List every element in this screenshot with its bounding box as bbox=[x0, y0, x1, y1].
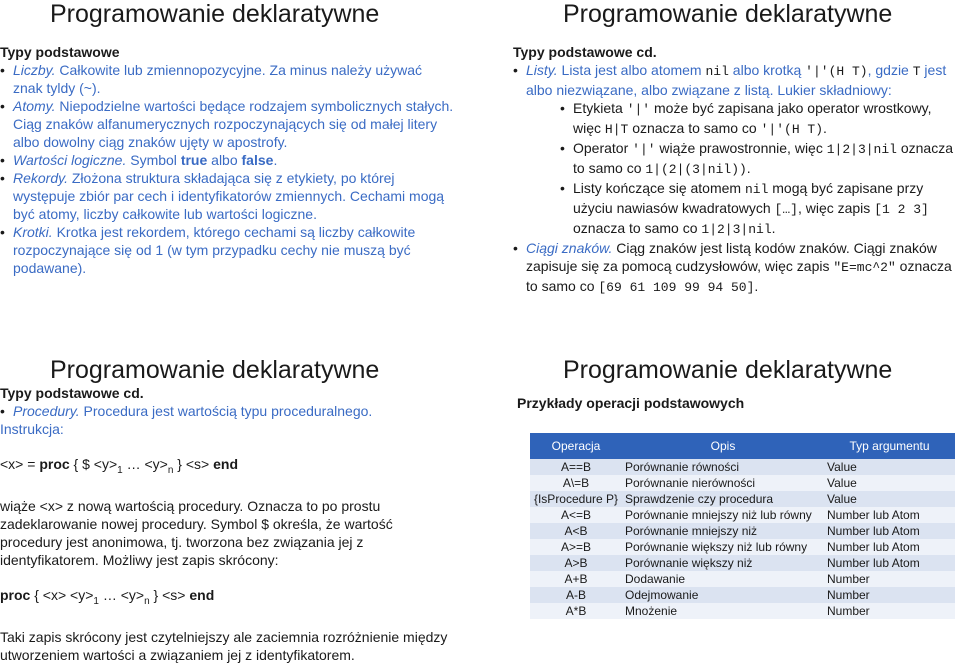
cell-operation: {IsProcedure P} bbox=[530, 491, 622, 507]
code: '|' bbox=[626, 102, 651, 117]
bullet-list bbox=[0, 61, 455, 277]
code: [1 2 3] bbox=[874, 202, 929, 217]
cell-description: Porównanie równości bbox=[622, 459, 824, 475]
item-text: , gdzie bbox=[867, 62, 913, 78]
cell-operation: A<=B bbox=[530, 507, 622, 523]
table-row bbox=[530, 491, 955, 507]
list-item bbox=[0, 402, 455, 420]
table-row bbox=[530, 523, 955, 539]
item-text: wiąże prawostronnie, więc bbox=[655, 140, 827, 156]
item-text: jest albo niezwiązane, albo związane z listą. Lukier składniowy: bbox=[526, 62, 947, 98]
code: 1|2|3|nil bbox=[701, 222, 772, 237]
item-text: może być zapisana jako operator wrostkowy, więc bbox=[573, 100, 932, 136]
item-text: oznacza to samo co bbox=[573, 220, 702, 236]
term: Rekordy. bbox=[13, 170, 68, 186]
syntax-line-short: proc { $<x> <y>_1$ … $<y>_n$ } <s> end bbox=[0, 586, 215, 607]
cell-argument-type: Number bbox=[824, 571, 955, 587]
table-header-row bbox=[530, 433, 955, 459]
instruction-label: Instrukcja: bbox=[0, 421, 64, 437]
cell-argument-type: Number lub Atom bbox=[824, 523, 955, 539]
item-text: , więc zapis bbox=[797, 200, 875, 216]
term: Liczby. bbox=[13, 62, 56, 78]
item-text: . bbox=[823, 120, 827, 136]
item-text: . bbox=[754, 278, 759, 294]
table-body bbox=[530, 459, 955, 619]
term: Krotki. bbox=[13, 224, 53, 240]
cell-operation: A==B bbox=[530, 459, 622, 475]
item-text: Lista jest albo atomem bbox=[557, 62, 706, 78]
code: '|'(H T) bbox=[760, 122, 824, 137]
paragraph: wiąże <x> z nową wartością procedury. Oznacza to po prostu zadeklarowanie nowej procedury. Symbol $ określa, że wartość procedury jest anonimowa, tj. tworzona bez związania jej z identyfikatorem. Możliwy jest zapis skrócony: bbox=[0, 497, 393, 568]
slide-title: Programowanie deklaratywne bbox=[563, 356, 893, 384]
column-header: Operacja bbox=[530, 433, 622, 459]
cell-operation: A\=B bbox=[530, 475, 622, 491]
cell-operation: A*B bbox=[530, 603, 622, 619]
item-text: Symbol bbox=[126, 152, 181, 168]
code: 1|2|3|nil bbox=[826, 142, 897, 157]
item-text: . bbox=[771, 220, 776, 236]
item-text: oznacza to samo co bbox=[628, 120, 761, 136]
item-text: mogą być zapisane przy użyciu nawiasów kwadratowych bbox=[573, 180, 924, 216]
cell-description: Porównanie mniejszy niż bbox=[622, 523, 824, 539]
term: Procedury. bbox=[13, 403, 80, 419]
list-item bbox=[0, 61, 455, 97]
item-text: albo bbox=[207, 152, 242, 168]
item-text: Listy kończące się atomem bbox=[573, 180, 745, 196]
table-row bbox=[530, 571, 955, 587]
operations-table bbox=[530, 433, 955, 619]
table-row bbox=[530, 507, 955, 523]
item-text: oznacza to samo co bbox=[573, 140, 953, 176]
list-item bbox=[513, 239, 958, 297]
list-item bbox=[513, 61, 958, 239]
list-item bbox=[0, 223, 455, 277]
cell-description: Porównanie większy niż lub równy bbox=[622, 539, 824, 555]
table-row bbox=[530, 555, 955, 571]
code: "E=mc^2" bbox=[833, 260, 896, 275]
code: nil bbox=[705, 64, 729, 79]
code: T bbox=[912, 64, 921, 79]
column-header: Typ argumentu bbox=[824, 433, 955, 459]
cell-argument-type: Value bbox=[824, 491, 955, 507]
item-text: . bbox=[746, 160, 751, 176]
item-text: Procedura jest wartością typu proceduralnego. bbox=[79, 403, 373, 419]
table-row bbox=[530, 539, 955, 555]
item-text: Ciąg znaków jest listą kodów znaków. Ciągi znaków zapisuje się za pomocą cudzysłowów, więc zapis bbox=[526, 240, 937, 274]
column-header: Opis bbox=[622, 433, 824, 459]
list-item bbox=[0, 151, 455, 169]
item-text: oznacza to samo co bbox=[526, 258, 952, 294]
table-row bbox=[530, 587, 955, 603]
slide-subtitle: Typy podstawowe cd. bbox=[513, 44, 657, 60]
list-item bbox=[0, 169, 455, 223]
cell-operation: A<B bbox=[530, 523, 622, 539]
term: Listy. bbox=[526, 62, 558, 78]
code: [69 61 109 99 94 50] bbox=[598, 280, 755, 295]
sub-list-item bbox=[526, 179, 958, 239]
keyword-false: false bbox=[241, 152, 274, 168]
item-text: Etykieta bbox=[573, 100, 627, 116]
cell-description: Dodawanie bbox=[622, 571, 824, 587]
keyword-true: true bbox=[180, 152, 208, 168]
syntax-line: <x> = proc { $ $<y>_1$ … $<y>_n$ } <s> end bbox=[0, 456, 238, 476]
list-item bbox=[0, 97, 455, 151]
item-text: Niepodzielne wartości będące rodzajem symbolicznych stałych. Ciąg znaków alfanumerycznych rozpoczynających się od małej litery albo dowolny ciąg znaków ujęty w apostrofy. bbox=[13, 98, 454, 150]
cell-operation: A-B bbox=[530, 587, 622, 603]
code: nil bbox=[744, 182, 769, 197]
cell-operation: A+B bbox=[530, 571, 622, 587]
slide-title: Programowanie deklaratywne bbox=[563, 0, 893, 28]
cell-argument-type: Number lub Atom bbox=[824, 539, 955, 555]
table-row bbox=[530, 459, 955, 475]
item-text: Złożona struktura składająca się z etykiety, po której występuje zbiór par cech i identyfikatorów zmiennych. Cechami mogą być atomy, liczby całkowite lub wartości logiczne. bbox=[13, 170, 445, 222]
item-text: Operator bbox=[573, 140, 633, 156]
code: […] bbox=[774, 202, 798, 217]
cell-description: Porównanie mniejszy niż lub równy bbox=[622, 507, 824, 523]
slide-title: Programowanie deklaratywne bbox=[50, 356, 380, 384]
cell-argument-type: Value bbox=[824, 459, 955, 475]
cell-description: Odejmowanie bbox=[622, 587, 824, 603]
term: Wartości logiczne. bbox=[13, 152, 127, 168]
slide-subtitle: Przykłady operacji podstawowych bbox=[517, 395, 745, 411]
slide-subtitle: Typy podstawowe cd. bbox=[0, 385, 144, 401]
table-row bbox=[530, 475, 955, 491]
slide-subtitle: Typy podstawowe bbox=[0, 44, 120, 60]
table-row bbox=[530, 603, 955, 619]
sub-list-item bbox=[526, 139, 958, 179]
cell-description: Mnożenie bbox=[622, 603, 824, 619]
cell-argument-type: Number lub Atom bbox=[824, 555, 955, 571]
sub-list-item bbox=[526, 99, 958, 139]
item-text: Całkowite lub zmiennopozycyjne. Za minus należy używać znak tyldy (~). bbox=[13, 62, 423, 96]
slide-body bbox=[0, 402, 455, 664]
item-text: . bbox=[273, 152, 278, 168]
bullet-list bbox=[513, 61, 958, 297]
cell-argument-type: Number bbox=[824, 603, 955, 619]
code: '|' bbox=[632, 142, 656, 157]
item-text: albo krotką bbox=[728, 62, 806, 78]
cell-argument-type: Number lub Atom bbox=[824, 507, 955, 523]
cell-operation: A>B bbox=[530, 555, 622, 571]
cell-argument-type: Value bbox=[824, 475, 955, 491]
term: Atomy. bbox=[13, 98, 56, 114]
cell-description: Porównanie nierówności bbox=[622, 475, 824, 491]
slide-title: Programowanie deklaratywne bbox=[50, 0, 380, 28]
cell-operation: A>=B bbox=[530, 539, 622, 555]
cell-description: Sprawdzenie czy procedura bbox=[622, 491, 824, 507]
paragraph: Taki zapis skrócony jest czytelniejszy ale zaciemnia rozróżnienie między utworzeniem wartości a związaniem jej z identyfikatorem. bbox=[0, 628, 448, 663]
code: '|'(H T) bbox=[805, 64, 868, 79]
cell-argument-type: Number bbox=[824, 587, 955, 603]
item-text: Krotka jest rekordem, którego cechami są liczby całkowite rozpoczynające się od 1 (w tym przypadku cechy nie muszą być podawane). bbox=[13, 224, 416, 276]
cell-description: Porównanie większy niż bbox=[622, 555, 824, 571]
code: 1|(2|(3|nil)) bbox=[645, 162, 747, 177]
code: H|T bbox=[604, 122, 629, 137]
term: Ciągi znaków. bbox=[526, 240, 613, 256]
